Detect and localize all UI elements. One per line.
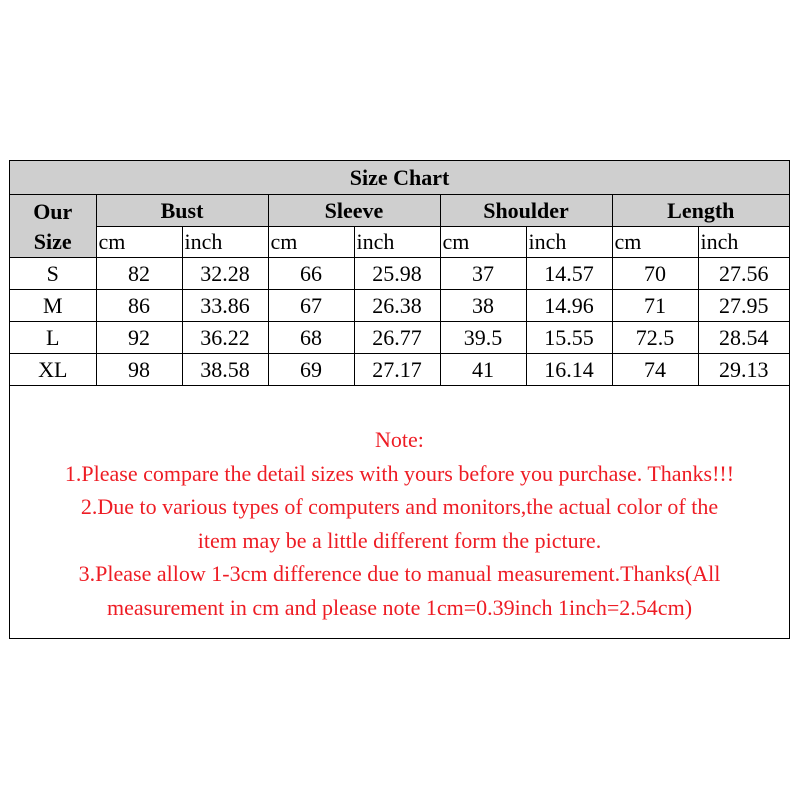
cell-shoulder-inch: 14.57	[526, 258, 612, 290]
cell-sleeve-cm: 66	[268, 258, 354, 290]
cell-length-cm: 71	[612, 290, 698, 322]
unit-length-inch: inch	[698, 227, 789, 258]
cell-size: L	[10, 322, 96, 354]
size-column-header	[10, 195, 96, 258]
unit-bust-cm: cm	[96, 227, 182, 258]
cell-size: M	[10, 290, 96, 322]
size-header-line-1: Our	[33, 198, 73, 224]
table-row	[10, 258, 789, 290]
cell-size: S	[10, 258, 96, 290]
note-line: item may be a little different form the picture.	[197, 527, 602, 553]
cell-shoulder-cm: 37	[440, 258, 526, 290]
size-chart-table	[10, 161, 789, 386]
cell-length-inch: 27.95	[698, 290, 789, 322]
cell-length-cm: 70	[612, 258, 698, 290]
group-header-row	[10, 195, 789, 227]
unit-header-row	[10, 227, 789, 258]
unit-sleeve-inch: inch	[354, 227, 440, 258]
cell-bust-inch: 33.86	[182, 290, 268, 322]
note-line: 2.Due to various types of computers and monitors,the actual color of the	[80, 494, 719, 519]
table-row	[10, 322, 789, 354]
note-line: 3.Please allow 1-3cm difference due to manual measurement.Thanks(All	[78, 561, 721, 586]
size-chart-sheet	[9, 160, 790, 639]
cell-bust-inch: 38.58	[182, 354, 268, 386]
cell-shoulder-cm: 38	[440, 290, 526, 322]
chart-title: Size Chart	[10, 161, 789, 195]
cell-sleeve-cm: 68	[268, 322, 354, 354]
table-row	[10, 290, 789, 322]
cell-size: XL	[10, 354, 96, 386]
cell-sleeve-inch: 25.98	[354, 258, 440, 290]
group-header-bust: Bust	[96, 195, 268, 227]
cell-length-inch: 27.56	[698, 258, 789, 290]
table-row	[10, 354, 789, 386]
cell-length-inch: 28.54	[698, 322, 789, 354]
cell-bust-cm: 86	[96, 290, 182, 322]
group-header-length: Length	[612, 195, 789, 227]
cell-sleeve-inch: 26.77	[354, 322, 440, 354]
cell-length-cm: 74	[612, 354, 698, 386]
title-row	[10, 161, 789, 195]
cell-sleeve-inch: 27.17	[354, 354, 440, 386]
cell-sleeve-cm: 69	[268, 354, 354, 386]
cell-bust-cm: 92	[96, 322, 182, 354]
cell-bust-cm: 98	[96, 354, 182, 386]
cell-bust-inch: 36.22	[182, 322, 268, 354]
note-line: measurement in cm and please note 1cm=0.39inch 1inch=2.54cm)	[106, 594, 693, 620]
cell-shoulder-inch: 14.96	[526, 290, 612, 322]
size-header-line-2: Size	[33, 228, 72, 254]
group-header-shoulder: Shoulder	[440, 195, 612, 227]
notes-heading: Note:	[375, 427, 424, 452]
cell-shoulder-cm: 41	[440, 354, 526, 386]
group-header-sleeve: Sleeve	[268, 195, 440, 227]
cell-shoulder-inch: 16.14	[526, 354, 612, 386]
cell-sleeve-cm: 67	[268, 290, 354, 322]
cell-length-inch: 29.13	[698, 354, 789, 386]
unit-length-cm: cm	[612, 227, 698, 258]
cell-shoulder-inch: 15.55	[526, 322, 612, 354]
cell-bust-cm: 82	[96, 258, 182, 290]
cell-sleeve-inch: 26.38	[354, 290, 440, 322]
unit-sleeve-cm: cm	[268, 227, 354, 258]
unit-bust-inch: inch	[182, 227, 268, 258]
unit-shoulder-inch: inch	[526, 227, 612, 258]
cell-shoulder-cm: 39.5	[440, 322, 526, 354]
cell-bust-inch: 32.28	[182, 258, 268, 290]
cell-length-cm: 72.5	[612, 322, 698, 354]
unit-shoulder-cm: cm	[440, 227, 526, 258]
note-line: 1.Please compare the detail sizes with yours before you purchase. Thanks!!!	[64, 460, 735, 486]
notes-block	[10, 423, 789, 624]
